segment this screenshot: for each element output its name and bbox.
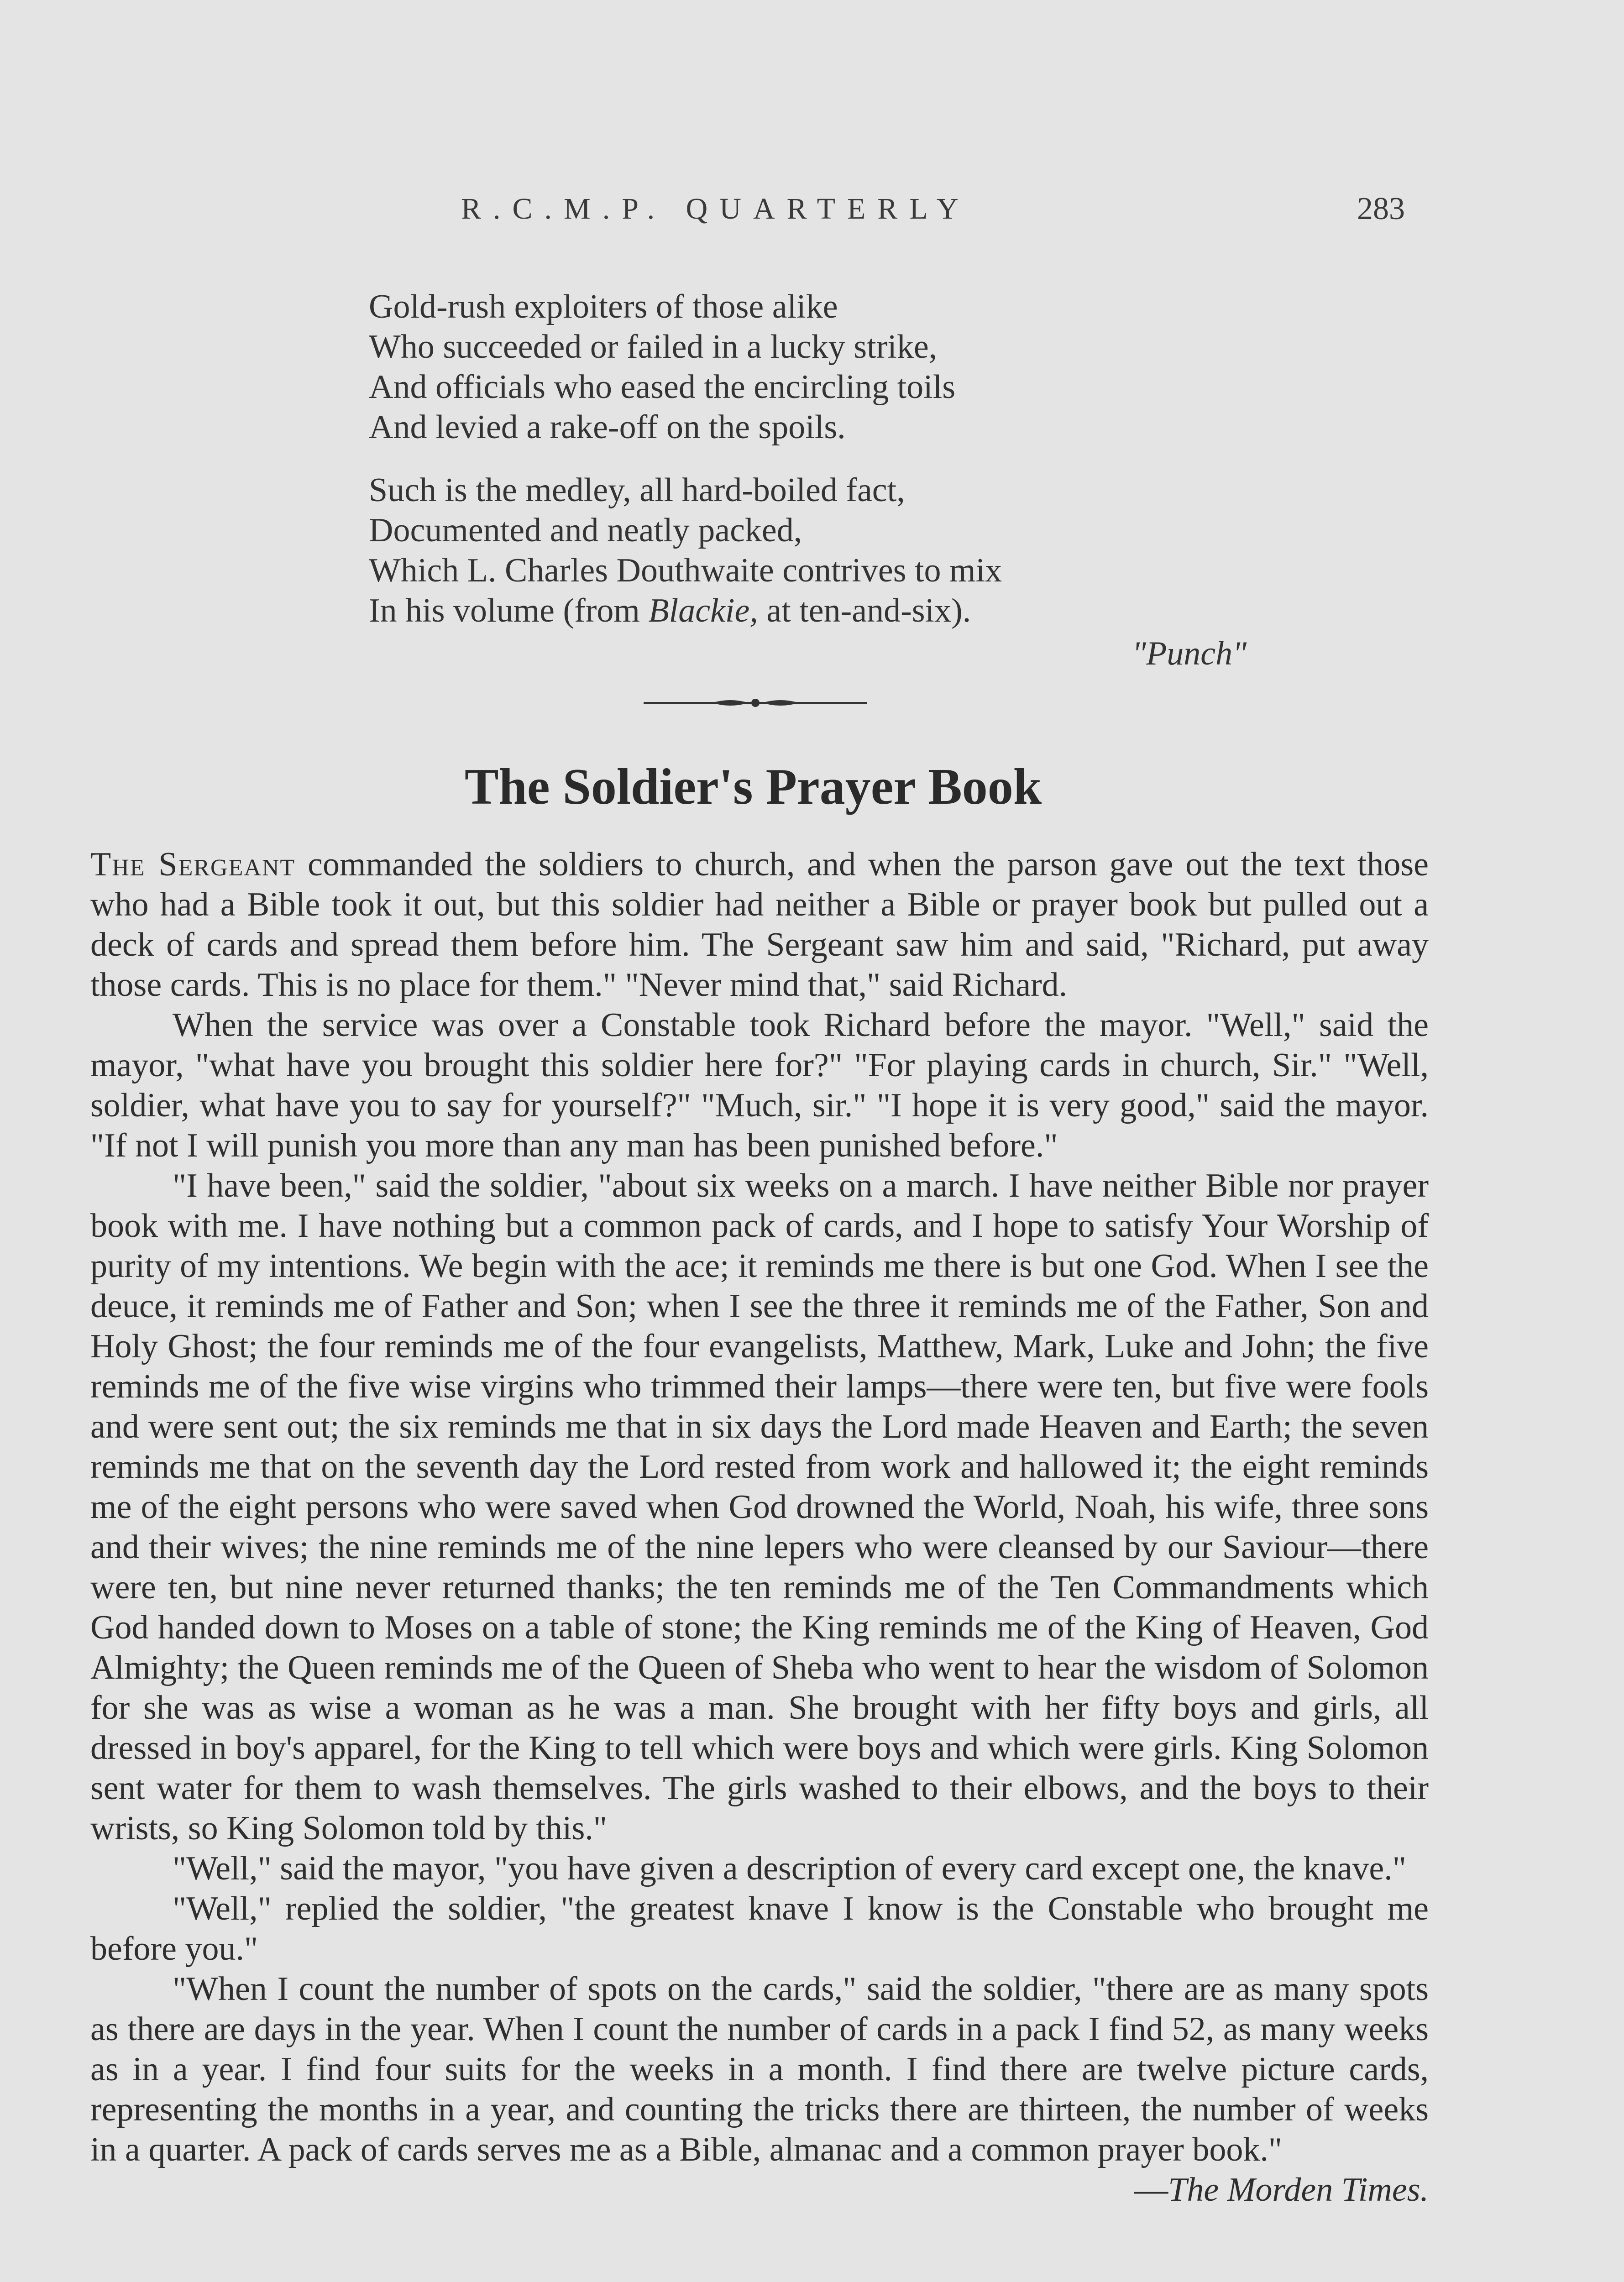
poem-attribution: "Punch" [1132,635,1247,672]
poem-line: Such is the medley, all hard-boiled fact, [369,471,905,509]
source-dash: — [1134,2171,1168,2209]
paragraph: "Well," said the mayor, "you have given a description of every card except one, the knave." [173,1850,1406,1887]
poem-line: And officials who eased the encircling toils [369,368,956,406]
paragraph: When the service was over a Constable took Richard before the mayor. "Well," said the mayor, "what have you brought this soldier here for?" "For playing cards in church, Sir." "Well, soldier, what have you to say for yourself?" "Much, sir." "I hope it is very good," said the mayor. "If not I will punish you more than any man has been punished before." [90,1006,1429,1164]
poem-line: Who succeeded or failed in a lucky strike, [369,328,938,366]
article-title: The Soldier's Prayer Book [464,759,1042,815]
paragraph: "Well," replied the soldier, "the greatest knave I know is the Constable who brought me before you." [90,1890,1429,1968]
source-credit-wrap [1052,2170,1429,2210]
poem-stanza-2 [369,470,1282,631]
poem-line-last [369,591,1282,631]
poem-line: Documented and neatly packed, [369,512,802,549]
paragraph-text: commanded the soldiers to church, and when the parson gave out the text those who had a Bible took it out, but this soldier had neither a Bible or prayer book but pulled out a deck of cards and spread them before him. The Sergeant saw him and said, "Richard, put away those cards. This is no place for them." "Never mind that," said Richard. [90,846,1429,1004]
poem-line-text: at ten-and-six). [758,592,971,629]
paragraph [90,844,1429,1005]
publisher-name: Blackie, [648,592,758,629]
section-divider-ornament [644,689,867,717]
paragraph-text: "When I count the number of spots on the cards," said the soldier, "there are as many spots as there are days in the year. When I count the number of cards in a pack I find 52, as many weeks as in a year. I find four suits for the weeks in a month. I find there are twelve picture cards, representing the months in a year, and counting the tricks there are thirteen, the number of weeks in a quarter. A pack of cards serves me as a Bible, almanac and a common prayer book." [90,1970,1429,2168]
poem-line-text: In his volume (from [369,592,649,629]
poem-stanza-1 [369,287,1282,447]
article-body [90,844,1429,2210]
page-number: 283 [1357,191,1405,226]
poem-line: And levied a rake-off on the spoils. [369,408,846,446]
running-head: R.C.M.P. QUARTERLY [461,192,970,225]
paragraph: "I have been," said the soldier, "about six weeks on a march. I have neither Bible nor prayer book with me. I have nothing but a common pack of cards, and I hope to satisfy Your Worship of purity of my intentions. We begin with the ace; it reminds me there is but one God. When I see the deuce, it reminds me of Father and Son; when I see the three it reminds me of the Father, Son and Holy Ghost; the four reminds me of the four evangelists, Matthew, Mark, Luke and John; the five reminds me of the five wise virgins who trimmed their lamps—there were ten, but five were fools and were sent out; the six reminds me that in six days the Lord made Heaven and Earth; the seven reminds me that on the seventh day the Lord rested from work and hallowed it; the eight reminds me of the eight persons who were saved when God drowned the World, Noah, his wife, three sons and their wives; the nine reminds me of the nine lepers who were cleansed by our Saviour—there were ten, but nine never returned thanks; the ten reminds me of the Ten Commandments which God handed down to Moses on a table of stone; the King reminds me of the King of Heaven, God Almighty; the Queen reminds me of the Queen of Sheba who went to hear the wisdom of Solomon for she was as wise a woman as he was a man. She brought with her fifty boys and girls, all dressed in boy's apparel, for the King to tell which were boys and which were girls. King Solomon sent water for them to wash themselves. The girls washed to their elbows, and the boys to their wrists, so King Solomon told by this." [90,1167,1429,1847]
paragraph [90,1969,1429,2209]
lead-in: The Sergeant [90,846,296,883]
poem-line: Gold-rush exploiters of those alike [369,288,838,325]
poem-line: Which L. Charles Douthwaite contrives to mix [369,552,1002,589]
source-credit: The Morden Times. [1168,2171,1429,2209]
